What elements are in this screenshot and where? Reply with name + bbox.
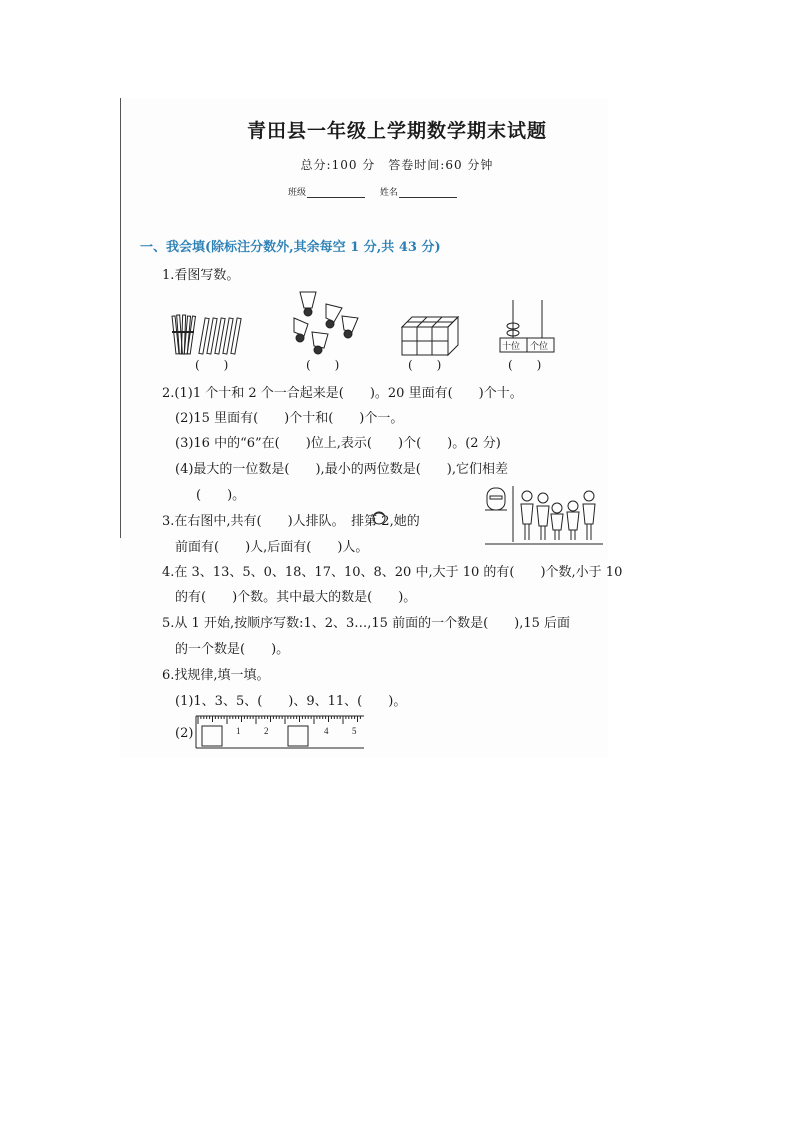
student-fields <box>288 185 469 198</box>
question-2-2: (2)15 里面有( )个十和( )个一。 <box>175 411 404 426</box>
exam-meta: 总分:100 分 答卷时间:60 分钟 <box>300 158 494 172</box>
ruler-answer-box-1[interactable] <box>202 726 222 746</box>
ruler-number-4: 4 <box>324 726 329 736</box>
question-2-1: 2.(1)1 个十和 2 个一合起来是( )。20 里面有( )个十。 <box>162 386 523 401</box>
answer-blank-3[interactable]: ( ) <box>408 358 442 372</box>
class-blank[interactable] <box>307 188 365 198</box>
ruler-number-5: 5 <box>352 726 357 736</box>
question-5: 5.从 1 开始,按顺序写数:1、2、3…,15 前面的一个数是( ),15 后面 <box>162 616 571 631</box>
question-4: 4.在 3、13、5、0、18、17、10、8、20 中,大于 10 的有( )个数,小于 10 <box>162 565 623 580</box>
ruler-number-1: 1 <box>236 726 241 736</box>
question-3: 3.在右图中,共有( )人排队。 排第 2,她的 <box>162 514 420 529</box>
question-2-4-cont: ( )。 <box>196 488 246 503</box>
question-5-cont: 的一个数是( )。 <box>175 642 290 657</box>
question-2-3: (3)16 中的“6”在( )位上,表示( )个( )。(2 分) <box>175 436 501 451</box>
page-title: 青田县一年级上学期数学期末试题 <box>246 120 547 142</box>
name-label: 姓名 <box>379 188 398 198</box>
ruler-number-2: 2 <box>264 726 269 736</box>
answer-blank-1[interactable]: ( ) <box>195 358 229 372</box>
question-1: 1.看图写数。 <box>162 268 240 283</box>
question-4-cont: 的有( )个数。其中最大的数是( )。 <box>175 590 417 605</box>
question-6-1: (1)1、3、5、( )、9、11、( )。 <box>175 694 407 709</box>
class-label: 班级 <box>288 188 307 198</box>
sticks-bundle-icon <box>170 312 255 357</box>
ruler-icon <box>196 714 366 750</box>
girl-face-icon <box>371 510 387 526</box>
cube-blocks-icon <box>400 315 460 357</box>
abacus-ones-label: 个位 <box>530 342 549 352</box>
section-1-heading: 一、我会填(除标注分数外,其余每空 1 分,共 43 分) <box>140 240 441 255</box>
abacus-tens-label: 十位 <box>502 342 521 352</box>
question-2-4: (4)最大的一位数是( ),最小的两位数是( ),它们相差 <box>175 462 508 477</box>
answer-blank-4[interactable]: ( ) <box>508 358 542 372</box>
question-6: 6.找规律,填一填。 <box>162 668 270 683</box>
answer-blank-2[interactable]: ( ) <box>306 358 340 372</box>
ruler-answer-box-2[interactable] <box>288 726 308 746</box>
question-3-cont: 前面有( )人,后面有( )人。 <box>175 540 369 555</box>
queue-people-icon <box>485 484 603 546</box>
question-6-2: (2) <box>175 726 194 741</box>
name-blank[interactable] <box>399 188 457 198</box>
shuttlecock-icon <box>290 288 365 356</box>
